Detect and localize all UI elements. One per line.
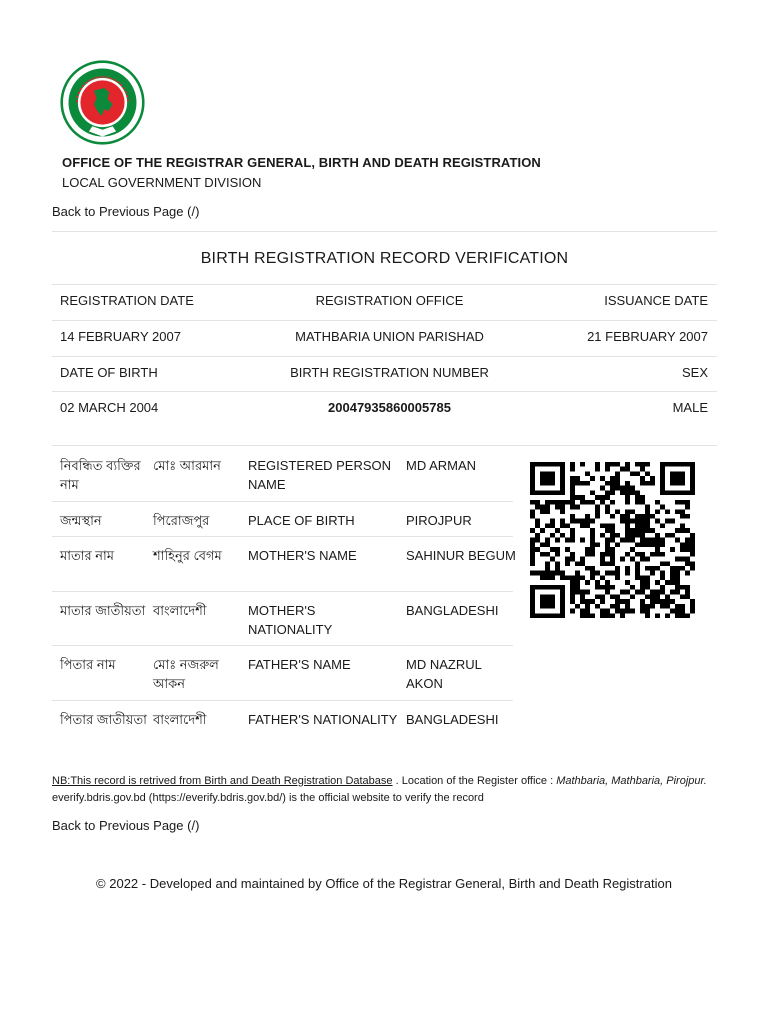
en-value: SAHINUR BEGUM <box>406 548 516 563</box>
summary-values-row-1 <box>52 320 717 355</box>
en-value: BANGLADESHI <box>406 712 499 727</box>
register-office-location: Mathbaria, Mathbaria, Pirojpur. <box>556 775 707 787</box>
divider <box>52 231 717 232</box>
registration-office-value: MATHBARIA UNION PARISHAD <box>295 329 484 344</box>
divider <box>52 445 717 446</box>
back-to-previous-link-bottom[interactable]: Back to Previous Page (/) <box>52 818 200 833</box>
registration-office-label: REGISTRATION OFFICE <box>315 293 464 308</box>
bn-value: শাহিনুর বেগম <box>153 548 222 563</box>
en-value: MD NAZRUL AKON <box>406 657 482 691</box>
database-note-link[interactable]: NB:This record is retrived from Birth and Death Registration Database <box>52 775 393 787</box>
en-label: FATHER'S NATIONALITY <box>248 712 398 727</box>
qr-code <box>530 462 695 618</box>
bn-label: নিবন্ধিত ব্যক্তির নাম <box>60 458 141 492</box>
divider <box>52 536 513 537</box>
en-label: MOTHER'S NATIONALITY <box>248 603 333 637</box>
issuance-date-label: ISSUANCE DATE <box>604 293 708 308</box>
footer-copyright: © 2022 - Developed and maintained by Office of the Registrar General, Birth and Death Registration <box>96 876 672 891</box>
en-label: FATHER'S NAME <box>248 657 351 672</box>
verification-note <box>52 773 717 807</box>
date-of-birth-value: 02 MARCH 2004 <box>60 400 159 415</box>
back-to-previous-link-top[interactable]: Back to Previous Page (/) <box>52 204 200 219</box>
bn-value: পিরোজপুর <box>153 513 210 528</box>
en-label: PLACE OF BIRTH <box>248 513 355 528</box>
en-label: MOTHER'S NAME <box>248 548 357 563</box>
government-seal-logo <box>60 60 145 145</box>
registration-date-value: 14 FEBRUARY 2007 <box>60 329 181 344</box>
divider <box>52 591 513 592</box>
en-value: BANGLADESHI <box>406 603 499 618</box>
divider <box>52 700 513 701</box>
birth-registration-number-value: 20047935860005785 <box>328 400 451 415</box>
summary-values-row-2 <box>52 391 717 426</box>
en-label: REGISTERED PERSON NAME <box>248 458 392 492</box>
en-value: PIROJPUR <box>406 513 472 528</box>
issuance-date-value: 21 FEBRUARY 2007 <box>587 329 708 344</box>
summary-labels-row-1 <box>52 284 717 319</box>
bn-value: মোঃ আরমান <box>153 458 221 473</box>
bn-value: মোঃ নজরুল আকন <box>153 657 219 691</box>
page-title: BIRTH REGISTRATION RECORD VERIFICATION <box>200 250 569 267</box>
date-of-birth-label: DATE OF BIRTH <box>60 365 158 380</box>
bn-value: বাংলাদেশী <box>153 603 207 618</box>
birth-registration-number-label: BIRTH REGISTRATION NUMBER <box>290 365 489 380</box>
location-prefix: . Location of the Register office : <box>392 775 557 787</box>
bn-label: জন্মস্থান <box>60 513 102 528</box>
verify-website-text: everify.bdris.gov.bd (https://everify.bdris.gov.bd/) is the official website to verify the record <box>52 792 484 804</box>
office-title: OFFICE OF THE REGISTRAR GENERAL, BIRTH AND DEATH REGISTRATION <box>62 155 541 170</box>
bn-label: মাতার জাতীয়তা <box>60 603 146 618</box>
summary-labels-row-2 <box>52 356 717 391</box>
sex-value: MALE <box>672 400 708 415</box>
registration-date-label: REGISTRATION DATE <box>60 293 194 308</box>
divider <box>52 501 513 502</box>
bn-label: মাতার নাম <box>60 548 115 563</box>
bn-value: বাংলাদেশী <box>153 712 207 727</box>
divider <box>52 645 513 646</box>
office-subtitle: LOCAL GOVERNMENT DIVISION <box>62 175 262 190</box>
en-value: MD ARMAN <box>406 458 477 473</box>
bn-label: পিতার নাম <box>60 657 116 672</box>
bn-label: পিতার জাতীয়তা <box>60 712 147 727</box>
sex-label: SEX <box>681 365 708 380</box>
